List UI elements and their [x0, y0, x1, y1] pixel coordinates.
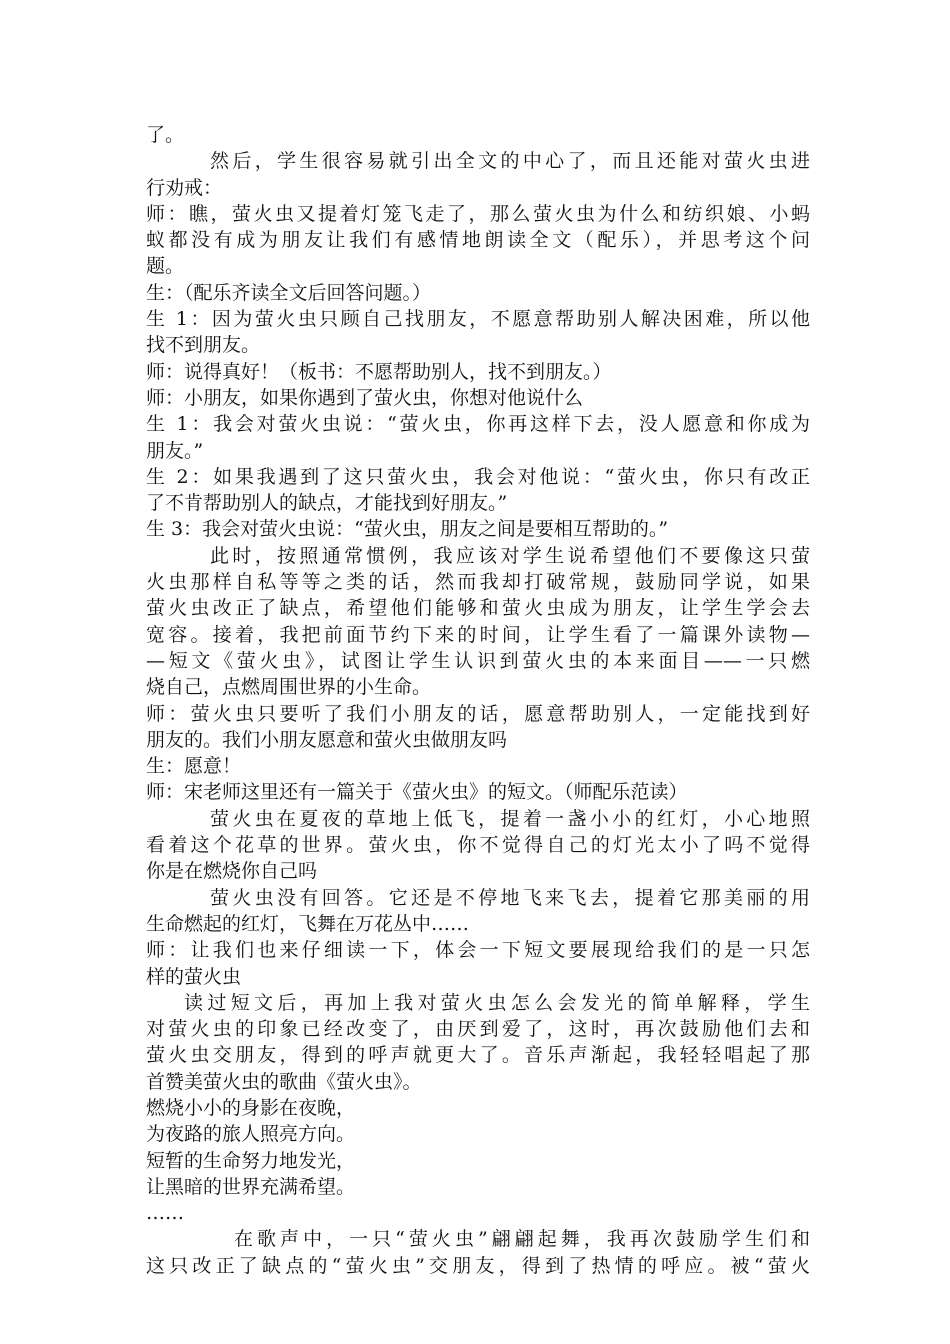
- text-line: 让黑暗的世界充满希望。: [146, 1175, 356, 1198]
- text-line: 朋友的。我们小朋友愿意和萤火虫做朋友吗: [146, 728, 508, 751]
- document-body: [146, 122, 810, 1279]
- text-line: 短暂的生命努力地发光，: [146, 1149, 356, 1172]
- text-line: 样的萤火虫: [146, 965, 242, 988]
- text-line: 师：萤火虫只要听了我们小朋友的话，愿意帮助别人，一定能找到好: [146, 702, 810, 725]
- text-line: 生 2：如果我遇到了这只萤火虫，我会对他说：“萤火虫，你只有改正: [146, 465, 810, 488]
- text-line: 蚁都没有成为朋友让我们有感情地朗读全文（配乐），并思考这个问: [146, 229, 810, 252]
- text-line: 你是在燃烧你自己吗: [146, 860, 318, 883]
- text-line: 萤火虫在夏夜的草地上低飞，提着一盏小小的红灯，小心地照: [210, 807, 810, 830]
- text-line: 首赞美萤火虫的歌曲《萤火虫》。: [146, 1070, 422, 1093]
- text-line: 师：宋老师这里还有一篇关于《萤火虫》的短文。（师配乐范读）: [146, 781, 688, 804]
- text-line: 读过短文后，再加上我对萤火虫怎么会发光的简单解释，学生: [184, 991, 810, 1014]
- text-line: 行劝戒：: [146, 176, 223, 199]
- text-line: —短文《萤火虫》，试图让学生认识到萤火虫的本来面目——一只燃: [146, 649, 810, 672]
- text-line: 师：让我们也来仔细读一下，体会一下短文要展现给我们的是一只怎: [146, 939, 810, 962]
- text-line: 生：愿意！: [146, 755, 242, 778]
- text-line: 此时，按照通常惯例，我应该对学生说希望他们不要像这只萤: [210, 544, 810, 567]
- text-line: 师：说得真好！（板书：不愿帮助别人，找不到朋友。）: [146, 360, 612, 383]
- text-line: 宽容。接着，我把前面节约下来的时间，让学生看了一篇课外读物—: [146, 623, 810, 646]
- text-line: 然后，学生很容易就引出全文的中心了，而且还能对萤火虫进: [210, 150, 810, 173]
- text-line: 萤火虫没有回答。它还是不停地飞来飞去，提着它那美丽的用: [210, 886, 810, 909]
- text-line: 题。: [146, 255, 185, 278]
- text-line: 看着这个花草的世界。萤火虫，你不觉得自己的灯光太小了吗不觉得: [146, 834, 810, 857]
- text-line: 生 3：我会对萤火虫说：“萤火虫，朋友之间是要相互帮助的。”: [146, 518, 669, 541]
- text-line: 生 1：我会对萤火虫说：“萤火虫，你再这样下去，没人愿意和你成为: [146, 413, 810, 436]
- text-line: 萤火虫交朋友，得到的呼声就更大了。音乐声渐起，我轻轻唱起了那: [146, 1044, 810, 1067]
- text-line: 生：（配乐齐读全文后回答问题。）: [146, 281, 432, 304]
- text-line: 在歌声中，一只“萤火虫”翩翩起舞，我再次鼓励学生们和: [234, 1228, 810, 1251]
- text-line: 朋友。”: [146, 439, 204, 462]
- text-line: 了。: [146, 124, 185, 146]
- text-line: 烧自己，点燃周围世界的小生命。: [146, 676, 432, 699]
- text-line: 火虫那样自私等等之类的话，然而我却打破常规，鼓励同学说，如果: [146, 571, 810, 594]
- text-line: 生 1：因为萤火虫只顾自己找朋友，不愿意帮助别人解决困难，所以他: [146, 308, 810, 331]
- text-line: 燃烧小小的身影在夜晚，: [146, 1096, 356, 1119]
- text-line: 为夜路的旅人照亮方向。: [146, 1123, 356, 1146]
- text-line: 了不肯帮助别人的缺点，才能找到好朋友。”: [146, 492, 508, 515]
- text-line: 对萤火虫的印象已经改变了，由厌到爱了，这时，再次鼓励他们去和: [146, 1018, 810, 1041]
- text-line: 师：小朋友，如果你遇到了萤火虫，你想对他说什么: [146, 386, 584, 409]
- text-line: 师：瞧，萤火虫又提着灯笼飞走了，那么萤火虫为什么和纺织娘、小蚂: [146, 202, 810, 225]
- text-line: 萤火虫改正了缺点，希望他们能够和萤火虫成为朋友，让学生学会去: [146, 597, 810, 620]
- text-line: 找不到朋友。: [146, 334, 261, 357]
- text-line: 生命燃起的红灯，飞舞在万花丛中……: [146, 912, 470, 935]
- text-line: 这只改正了缺点的“萤火虫”交朋友，得到了热情的呼应。被“萤火: [146, 1254, 810, 1277]
- text-line: ……: [146, 1202, 184, 1225]
